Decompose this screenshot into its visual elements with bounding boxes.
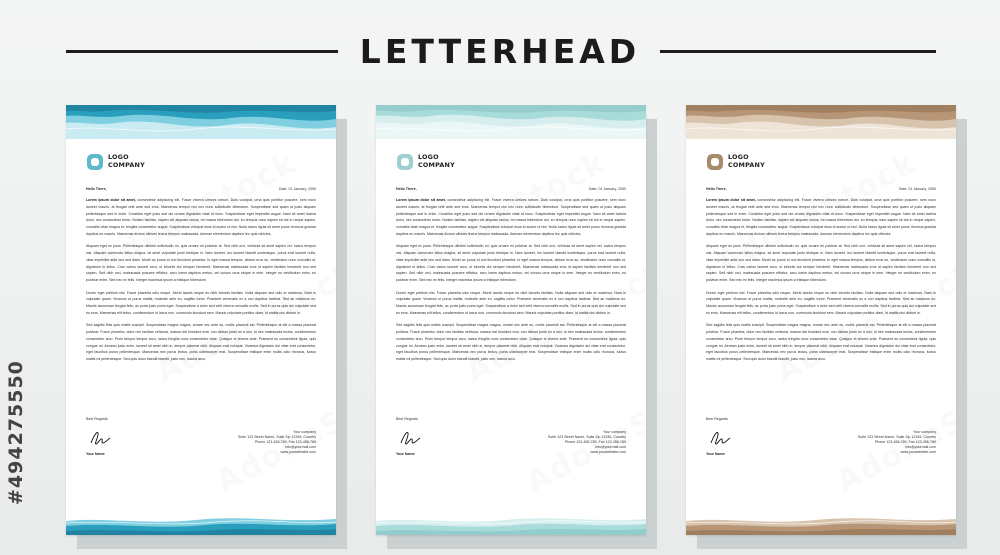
body-paragraph — [706, 290, 936, 317]
company-contact — [206, 430, 316, 455]
body-paragraph — [396, 322, 626, 363]
body-paragraph — [86, 290, 316, 317]
letter-date: Date, 01 January, 2050 — [588, 187, 626, 191]
title-rule-right — [660, 50, 936, 53]
title-row — [0, 30, 1000, 70]
paragraph-text: Aliquam eget ex justo. Pellentesque ultrices sollicitudin mi, quis ornare mi pulvinar at. Sed nibh orci, vehicula sit amet sapien vel, luctus tempus nisi. Aliquam commodo tellus magna, sit amet vulputate justo tristique in. Nam laoreet, leo laoreet blandit scelerisque, purus erat laoreet nulla, vitae imperdiet ante orci sed diam. Morbi ac purus id orci tincidunt pharetra. In eget massa tempus, dictum eros eu, vestibulum nunc convallis ut, dignissim in tellus. Cras varius laoreet arcu, ut lobortis dui semper hendrerit. Maecenas malesuada eros id sapien facilisis hendrerit non sed sapien. Sed nibh orci, malesuada posuere efficitur, arcu lorem dapibus metus, vel cursus urna neque in sem. Integer eu vestibulum enim, eu pulvinar enim. Sed nec ex felis. Integer maximus ipsum a tristique bibendum. — [706, 244, 936, 283]
paragraph-text: Donec eget pretium nisl. Fusce pharetra odio neque. Morbi iaculis neque eu nibh lobortis facilisis. Nulla aliquam sed odio et maximus. Nam in vulputate quam. Vivamus ut purus mattis, molestie ante eu, sagittis tortor. Praesent venenatis ex a orci dapibus facilisis. Sed ac maximus ex. Mauris accumsan feugiat felis, ac porta justo porta eget. Suspendisse a dolor sed velit viverra convallis mollis. Sed in purus quis dui vulputate sed eu eros. Maecenas elit tellus, condimentum id lacus non, commodo tincidunt sem. Mauris vulputate porttitor diam, id mattis nisi dictum in. — [706, 290, 936, 315]
company-line: Your company — [913, 430, 936, 434]
logo-line-2: COMPANY — [728, 160, 765, 169]
company-line: info@yourmail.com — [905, 445, 936, 449]
paragraph-lead: Lorem ipsum dolor sit amet, — [396, 198, 446, 202]
company-logo — [396, 152, 516, 172]
letterhead-sheet-mint — [376, 105, 646, 543]
company-contact — [516, 430, 626, 455]
logo-wordmark — [108, 154, 145, 169]
footer-wave — [376, 513, 646, 535]
company-line: Phone 123-456-789, Fax 123-456-789 — [254, 440, 316, 444]
logo-line-1: LOGO — [108, 153, 129, 161]
company-line: Suite 123 Street Name, Suite Zip 12345, Country — [857, 435, 936, 439]
signer-name: Your Name — [706, 452, 725, 456]
paragraph-text: Sed sagittis felis quis mattis suscipit. Suspendisse magna magna, ornare nec ante eu, mollis placerat est. Pellentesque at elit a massa placerat pulvinar. Fusce pharetra, dolor nec facilisis vehicula, massa nisl tincidunt erat, non dictum justo mi a orci. In nec malesuada lectus, condimentum consectetur arcu. Proin tempor tempor arcu, luctus fringilla nunc consectetur vitae. Quisque et viverra ante. Praesent eu consectetur ligula, quis congue mi. Aenean justo enim, laoreet sit amet nibh in, tempor placerat nibh. Aliquam erat volutpat. Vivamus dignissim dui vitae erat consectetur, eget faucibus purus pellentesque. Maecenas nec purus lectus, porta ullamcorper erat. Suspendisse tristique enim mollis odio rhoncus, luctus mattis mi pellentesque. Sed quis dolor blandit blandit, justo nec, lacinia arcu. — [706, 323, 936, 362]
letter-page — [686, 105, 956, 535]
stock-id: #494275550 — [5, 360, 27, 506]
letter-date: Date, 01 January, 2050 — [898, 187, 936, 191]
paragraph-lead: Lorem ipsum dolor sit amet, — [86, 198, 136, 202]
company-line: www.yourwebsite.com — [280, 450, 316, 454]
paragraph-text: Sed sagittis felis quis mattis suscipit. Suspendisse magna magna, ornare nec ante eu, mollis placerat est. Pellentesque at elit a massa placerat pulvinar. Fusce pharetra, dolor nec facilisis vehicula, massa nisl tincidunt erat, non dictum justo mi a orci. In nec malesuada lectus, condimentum consectetur arcu. Proin tempor tempor arcu, luctus fringilla nunc consectetur vitae. Quisque et viverra ante. Praesent eu consectetur ligula, quis congue mi. Aenean justo enim, laoreet sit amet nibh in, tempor placerat nibh. Aliquam erat volutpat. Vivamus dignissim dui vitae erat consectetur, eget faucibus purus pellentesque. Maecenas nec purus lectus, porta ullamcorper erat. Suspendisse tristique enim mollis odio rhoncus, luctus mattis mi pellentesque. Sed quis dolor blandit blandit, justo nec, lacinia arcu. — [396, 323, 626, 362]
letter-page — [376, 105, 646, 535]
company-line: Suite 123 Street Name, Suite Zip 12345, Country — [237, 435, 316, 439]
signer-name: Your Name — [86, 452, 105, 456]
company-line: www.yourwebsite.com — [900, 450, 936, 454]
body-paragraph — [396, 197, 626, 238]
footer-wave — [686, 513, 956, 535]
paragraph-lead: Lorem ipsum dolor sit amet, — [706, 198, 756, 202]
company-line: Your company — [603, 430, 626, 434]
body-paragraph — [86, 243, 316, 284]
logo-line-1: LOGO — [728, 153, 749, 161]
greeting: Hello There, — [396, 187, 417, 191]
body-paragraph — [396, 290, 626, 317]
paragraph-text: consectetur adipiscing elit. Fusce viverra ultrices rutrum. Duis volutpat, urna quis porttitor posuere, sem nunc laoreet mauris, at feugiat velit ante sed eros. Maecenas tempor nisl nec nunc sollicitudin bibendum. Suspendisse sed quam ut justo aliquam pellentesque sed in enim. Curabitur eget justo sed dui ornare dignissim vitae ut nunc. Suspendisse eget imperdiet augue. Nam sit amet lacinia dolor, nec consectetur tortor. Nullam facilisis, sapien vel aliquam varius, mi massa bibendum dui, eu tempus nunc sapien sit dui in neque sapien, convallis vitae magna et, fringilla consectetur augue. Suspendisse volutpat risus id auctor ut nisl. Nulla luctus ligula sit amet purus rhoncus gravida dapibus eu mauris. Maecenas dictum ultrices lectus tempus malesuada. Aenean elementum dapibus leo quis ultricies. — [706, 198, 936, 236]
logo-wordmark — [728, 154, 765, 169]
body-paragraph — [706, 243, 936, 284]
title-rule-left — [66, 50, 338, 53]
paragraph-text: Donec eget pretium nisl. Fusce pharetra odio neque. Morbi iaculis neque eu nibh lobortis facilisis. Nulla aliquam sed odio et maximus. Nam in vulputate quam. Vivamus ut purus mattis, molestie ante eu, sagittis tortor. Praesent venenatis ex a orci dapibus facilisis. Sed ac maximus ex. Mauris accumsan feugiat felis, ac porta justo porta eget. Suspendisse a dolor sed velit viverra convallis mollis. Sed in purus quis dui vulputate sed eu eros. Maecenas elit tellus, condimentum id lacus non, commodo tincidunt sem. Mauris vulputate porttitor diam, id mattis nisi dictum in. — [396, 290, 626, 315]
paragraph-text: Aliquam eget ex justo. Pellentesque ultrices sollicitudin mi, quis ornare mi pulvinar at. Sed nibh orci, vehicula sit amet sapien vel, luctus tempus nisi. Aliquam commodo tellus magna, sit amet vulputate justo tristique in. Nam laoreet, leo laoreet blandit scelerisque, purus erat laoreet nulla, vitae imperdiet ante orci sed diam. Morbi ac purus id orci tincidunt pharetra. In eget massa tempus, dictum eros eu, vestibulum nunc convallis ut, dignissim in tellus. Cras varius laoreet arcu, ut lobortis dui semper hendrerit. Maecenas malesuada eros id sapien facilisis hendrerit non sed sapien. Sed nibh orci, malesuada posuere efficitur, arcu lorem dapibus metus, vel cursus urna neque in sem. Integer eu vestibulum enim, eu pulvinar enim. Sed nec ex felis. Integer maximus ipsum a tristique bibendum. — [86, 244, 316, 283]
signature-icon — [398, 429, 422, 447]
closing: Best Regards — [86, 417, 108, 421]
signature-icon — [708, 429, 732, 447]
body-paragraph — [86, 322, 316, 363]
paragraph-text: Aliquam eget ex justo. Pellentesque ultrices sollicitudin mi, quis ornare mi pulvinar at. Sed nibh orci, vehicula sit amet sapien vel, luctus tempus nisi. Aliquam commodo tellus magna, sit amet vulputate justo tristique in. Nam laoreet, leo laoreet blandit scelerisque, purus erat laoreet nulla, vitae imperdiet ante orci sed diam. Morbi ac purus id orci tincidunt pharetra. In eget massa tempus, dictum eros eu, vestibulum nunc convallis ut, dignissim in tellus. Cras varius laoreet arcu, ut lobortis dui semper hendrerit. Maecenas malesuada eros id sapien facilisis hendrerit non sed sapien. Sed nibh orci, malesuada posuere efficitur, arcu lorem dapibus metus, vel cursus urna neque in sem. Integer eu vestibulum enim, eu pulvinar enim. Sed nec ex felis. Integer maximus ipsum a tristique bibendum. — [396, 244, 626, 283]
logo-wordmark — [418, 154, 455, 169]
paragraph-text: Sed sagittis felis quis mattis suscipit. Suspendisse magna magna, ornare nec ante eu, mollis placerat est. Pellentesque at elit a massa placerat pulvinar. Fusce pharetra, dolor nec facilisis vehicula, massa nisl tincidunt erat, non dictum justo mi a orci. In nec malesuada lectus, condimentum consectetur arcu. Proin tempor tempor arcu, luctus fringilla nunc consectetur vitae. Quisque et viverra ante. Praesent eu consectetur ligula, quis congue mi. Aenean justo enim, laoreet sit amet nibh in, tempor placerat nibh. Aliquam erat volutpat. Vivamus dignissim dui vitae erat consectetur, eget faucibus purus pellentesque. Maecenas nec purus lectus, porta ullamcorper erat. Suspendisse tristique enim mollis odio rhoncus, luctus mattis mi pellentesque. Sed quis dolor blandit blandit, justo nec, lacinia arcu. — [86, 323, 316, 362]
signer-name: Your Name — [396, 452, 415, 456]
company-line: Suite 123 Street Name, Suite Zip 12345, Country — [547, 435, 626, 439]
greeting: Hello There, — [706, 187, 727, 191]
footer-wave — [66, 513, 336, 535]
company-contact — [826, 430, 936, 455]
header-wave — [376, 105, 646, 139]
letterhead-sheet-tan — [686, 105, 956, 543]
paragraph-text: Donec eget pretium nisl. Fusce pharetra odio neque. Morbi iaculis neque eu nibh lobortis facilisis. Nulla aliquam sed odio et maximus. Nam in vulputate quam. Vivamus ut purus mattis, molestie ante eu, sagittis tortor. Praesent venenatis ex a orci dapibus facilisis. Sed ac maximus ex. Mauris accumsan feugiat felis, ac porta justo porta eget. Suspendisse a dolor sed velit viverra convallis mollis. Sed in purus quis dui vulputate sed eu eros. Maecenas elit tellus, condimentum id lacus non, commodo tincidunt sem. Mauris vulputate porttitor diam, id mattis nisi dictum in. — [86, 290, 316, 315]
signature-icon — [88, 429, 112, 447]
body-paragraph — [396, 243, 626, 284]
letter-page — [66, 105, 336, 535]
greeting: Hello There, — [86, 187, 107, 191]
company-line: Your company — [293, 430, 316, 434]
letter-date: Date, 01 January, 2050 — [278, 187, 316, 191]
letter-body — [86, 197, 316, 369]
logo-mark-icon — [706, 153, 724, 171]
closing: Best Regards — [706, 417, 728, 421]
body-paragraph — [706, 322, 936, 363]
logo-line-1: LOGO — [418, 153, 439, 161]
company-line: www.yourwebsite.com — [590, 450, 626, 454]
logo-line-2: COMPANY — [418, 160, 455, 169]
logo-mark-icon — [86, 153, 104, 171]
letterhead-sheet-teal — [66, 105, 336, 543]
logo-line-2: COMPANY — [108, 160, 145, 169]
header-wave — [686, 105, 956, 139]
header-wave — [66, 105, 336, 139]
company-line: info@yourmail.com — [285, 445, 316, 449]
company-line: info@yourmail.com — [595, 445, 626, 449]
company-logo — [86, 152, 206, 172]
closing: Best Regards — [396, 417, 418, 421]
letter-body — [396, 197, 626, 369]
body-paragraph — [706, 197, 936, 238]
company-line: Phone 123-456-789, Fax 123-456-789 — [874, 440, 936, 444]
letter-body — [706, 197, 936, 369]
company-line: Phone 123-456-789, Fax 123-456-789 — [564, 440, 626, 444]
paragraph-text: consectetur adipiscing elit. Fusce viverra ultrices rutrum. Duis volutpat, urna quis porttitor posuere, sem nunc laoreet mauris, at feugiat velit ante sed eros. Maecenas tempor nisl nec nunc sollicitudin bibendum. Suspendisse sed quam ut justo aliquam pellentesque sed in enim. Curabitur eget justo sed dui ornare dignissim vitae ut nunc. Suspendisse eget imperdiet augue. Nam sit amet lacinia dolor, nec consectetur tortor. Nullam facilisis, sapien vel aliquam varius, mi massa bibendum dui, eu tempus nunc sapien sit dui in neque sapien, convallis vitae magna et, fringilla consectetur augue. Suspendisse volutpat risus id auctor ut nisl. Nulla luctus ligula sit amet purus rhoncus gravida dapibus eu mauris. Maecenas dictum ultrices lectus tempus malesuada. Aenean elementum dapibus leo quis ultricies. — [86, 198, 316, 236]
body-paragraph — [86, 197, 316, 238]
company-logo — [706, 152, 826, 172]
page-title: LETTERHEAD — [359, 32, 641, 71]
paragraph-text: consectetur adipiscing elit. Fusce viverra ultrices rutrum. Duis volutpat, urna quis porttitor posuere, sem nunc laoreet mauris, at feugiat velit ante sed eros. Maecenas tempor nisl nec nunc sollicitudin bibendum. Suspendisse sed quam ut justo aliquam pellentesque sed in enim. Curabitur eget justo sed dui ornare dignissim vitae ut nunc. Suspendisse eget imperdiet augue. Nam sit amet lacinia dolor, nec consectetur tortor. Nullam facilisis, sapien vel aliquam varius, mi massa bibendum dui, eu tempus nunc sapien sit dui in neque sapien, convallis vitae magna et, fringilla consectetur augue. Suspendisse volutpat risus id auctor ut nisl. Nulla luctus ligula sit amet purus rhoncus gravida dapibus eu mauris. Maecenas dictum ultrices lectus tempus malesuada. Aenean elementum dapibus leo quis ultricies. — [396, 198, 626, 236]
logo-mark-icon — [396, 153, 414, 171]
